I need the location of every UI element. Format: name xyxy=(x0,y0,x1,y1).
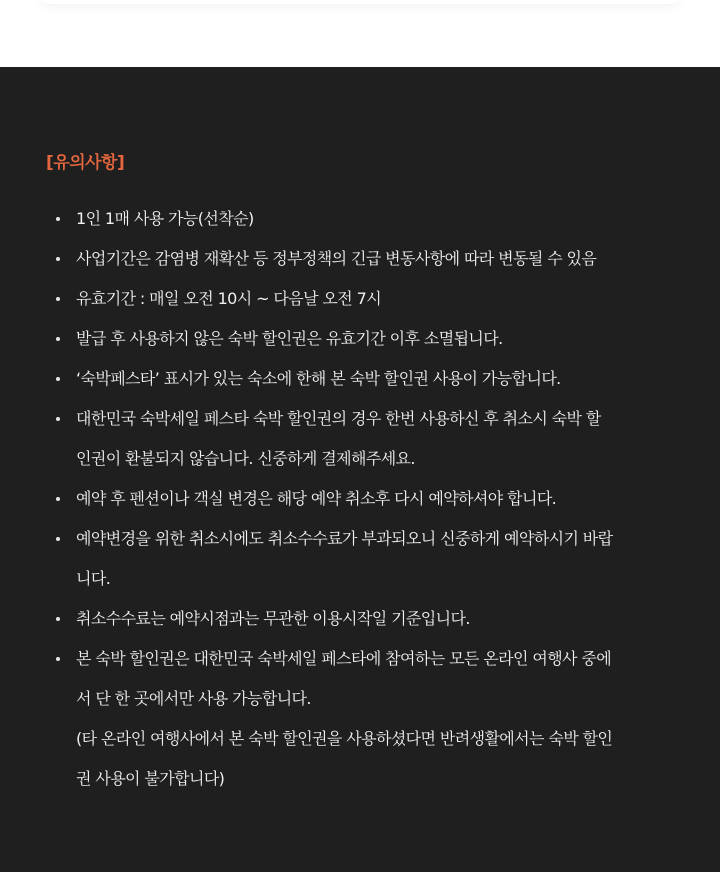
notice-item xyxy=(56,519,681,599)
notice-item-text: 서 단 한 곳에서만 사용 가능합니다. xyxy=(76,689,311,708)
notice-item-text: 예약변경을 위한 취소시에도 취소수수료가 부과되오니 신중하게 예약하시기 바랍 xyxy=(76,529,613,548)
card-bottom-edge xyxy=(40,0,680,4)
bullet-icon xyxy=(56,537,60,541)
notice-item-text: ‘숙박페스타’ 표시가 있는 숙소에 한해 본 숙박 할인권 사용이 가능합니다. xyxy=(76,369,561,388)
notice-item xyxy=(56,359,681,399)
notice-item xyxy=(56,319,681,359)
notice-item-text: 1인 1매 사용 가능(선착순) xyxy=(76,209,254,228)
bullet-icon xyxy=(56,257,60,261)
notice-item-text: 취소수수료는 예약시점과는 무관한 이용시작일 기준입니다. xyxy=(76,609,470,628)
bullet-icon xyxy=(56,617,60,621)
notice-item xyxy=(56,279,681,319)
notice-panel xyxy=(0,67,720,872)
bullet-icon xyxy=(56,417,60,421)
notice-title: [유의사항] xyxy=(46,153,125,173)
notice-item-text: 대한민국 숙박세일 페스타 숙박 할인권의 경우 한번 사용하신 후 취소시 숙박 할 xyxy=(76,409,601,428)
notice-item-text: 발급 후 사용하지 않은 숙박 할인권은 유효기간 이후 소멸됩니다. xyxy=(76,329,503,348)
bullet-icon xyxy=(56,497,60,501)
notice-list xyxy=(56,199,681,799)
notice-item-text: (타 온라인 여행사에서 본 숙박 할인권을 사용하셨다면 반려생활에서는 숙박 할인 xyxy=(76,729,613,748)
notice-item-text: 권 사용이 불가합니다) xyxy=(76,769,225,788)
notice-item-text: 인권이 환불되지 않습니다. 신중하게 결제해주세요. xyxy=(76,449,415,468)
notice-item xyxy=(56,399,681,479)
bullet-icon xyxy=(56,297,60,301)
notice-item xyxy=(56,199,681,239)
notice-item-text: 예약 후 펜션이나 객실 변경은 해당 예약 취소후 다시 예약하셔야 합니다. xyxy=(76,489,557,508)
bullet-icon xyxy=(56,377,60,381)
notice-item xyxy=(56,479,681,519)
notice-item-text: 니다. xyxy=(76,569,111,588)
notice-item-text: 사업기간은 감염병 재확산 등 정부정책의 긴급 변동사항에 따라 변동될 수 있음 xyxy=(76,249,597,268)
notice-item xyxy=(56,239,681,279)
top-white-area xyxy=(0,0,720,67)
notice-item xyxy=(56,639,681,799)
bullet-icon xyxy=(56,337,60,341)
bullet-icon xyxy=(56,657,60,661)
notice-item-text: 본 숙박 할인권은 대한민국 숙박세일 페스타에 참여하는 모든 온라인 여행사 중에 xyxy=(76,649,612,668)
notice-item xyxy=(56,599,681,639)
notice-item-text: 유효기간 : 매일 오전 10시 ~ 다음날 오전 7시 xyxy=(76,289,382,308)
bullet-icon xyxy=(56,217,60,221)
